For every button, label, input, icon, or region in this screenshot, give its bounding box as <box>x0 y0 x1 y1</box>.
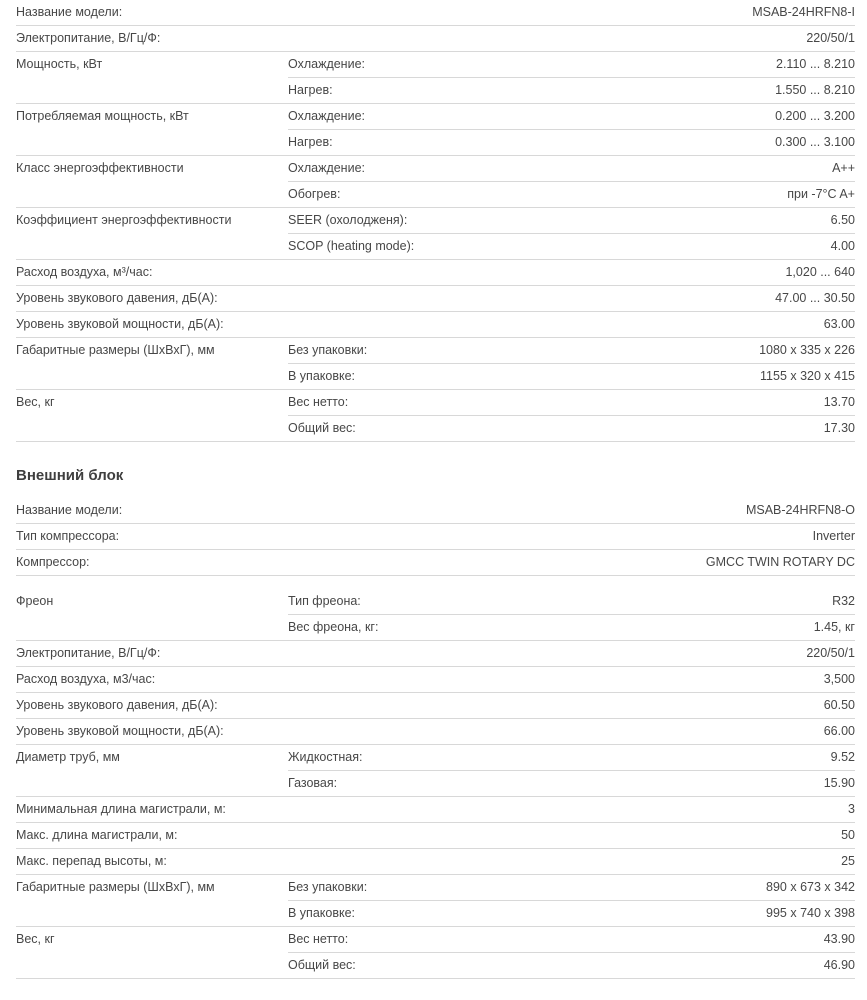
spec-row <box>16 182 855 208</box>
spec-label: Габаритные размеры (ШхВхГ), мм <box>16 880 215 894</box>
spec-row <box>16 953 855 979</box>
spec-label: Фреон <box>16 594 54 608</box>
spec-sublabel: В упаковке: <box>288 364 588 390</box>
spec-value: 17.30 <box>588 416 855 442</box>
spec-value: MSAB-24HRFN8-I <box>588 0 855 26</box>
spec-value: A++ <box>588 156 855 182</box>
spec-value: 0.200 ... 3.200 <box>588 104 855 130</box>
spec-label <box>16 130 288 156</box>
spec-sublabel: Нагрев: <box>288 130 588 156</box>
spec-sublabel <box>288 550 588 576</box>
spec-row <box>16 771 855 797</box>
spec-sublabel <box>288 693 588 719</box>
spec-label: Уровень звуковой мощности, дБ(А): <box>16 312 288 338</box>
spec-sublabel: Вес фреона, кг: <box>288 615 588 641</box>
spec-value: 1.45, кг <box>588 615 855 641</box>
spec-value: 50 <box>588 823 855 849</box>
spec-row <box>16 797 855 823</box>
spec-label: Расход воздуха, м3/час: <box>16 667 288 693</box>
spec-sublabel: Вес нетто: <box>288 927 588 953</box>
spec-row <box>16 338 855 364</box>
spec-row <box>16 576 855 615</box>
spec-label: Уровень звукового давения, дБ(А): <box>16 286 288 312</box>
spec-value: R32 <box>588 576 855 615</box>
spec-label: Мощность, кВт <box>16 57 103 71</box>
spec-sublabel: Жидкостная: <box>288 745 588 771</box>
spec-row <box>16 524 855 550</box>
spec-sublabel: Нагрев: <box>288 78 588 104</box>
spec-value: 47.00 ... 30.50 <box>588 286 855 312</box>
spec-value: 66.00 <box>588 719 855 745</box>
spec-sublabel: Вес нетто: <box>288 390 588 416</box>
spec-sublabel <box>288 312 588 338</box>
spec-sublabel <box>288 797 588 823</box>
spec-sublabel <box>288 667 588 693</box>
spec-value: 1155 x 320 x 415 <box>588 364 855 390</box>
spec-sublabel: Охлаждение: <box>288 52 588 78</box>
spec-row <box>16 364 855 390</box>
spec-row <box>16 901 855 927</box>
spec-sublabel <box>288 260 588 286</box>
spec-value: 46.90 <box>588 953 855 979</box>
spec-value: MSAB-24HRFN8-O <box>588 498 855 524</box>
spec-label <box>16 364 288 390</box>
spec-row <box>16 927 855 953</box>
spec-row <box>16 719 855 745</box>
spec-sublabel <box>288 849 588 875</box>
spec-label: Название модели: <box>16 0 288 26</box>
spec-row <box>16 26 855 52</box>
spec-row <box>16 823 855 849</box>
spec-sublabel <box>288 719 588 745</box>
spec-row <box>16 208 855 234</box>
spec-row <box>16 312 855 338</box>
spec-sublabel: В упаковке: <box>288 901 588 927</box>
spec-value: при -7°C A+ <box>588 182 855 208</box>
spec-value: 43.90 <box>588 927 855 953</box>
spec-label <box>16 234 288 260</box>
spec-value: 13.70 <box>588 390 855 416</box>
spec-sublabel <box>288 26 588 52</box>
spec-value: 6.50 <box>588 208 855 234</box>
spec-value: GMCC TWIN ROTARY DC <box>588 550 855 576</box>
spec-label: Вес, кг <box>16 395 55 409</box>
spec-row <box>16 416 855 442</box>
spec-sublabel: Общий вес: <box>288 416 588 442</box>
spec-sublabel: Охлаждение: <box>288 156 588 182</box>
spec-row <box>16 156 855 182</box>
spec-row <box>16 667 855 693</box>
spec-sublabel: Без упаковки: <box>288 875 588 901</box>
spec-label <box>16 416 288 442</box>
spec-row <box>16 875 855 901</box>
spec-label: Расход воздуха, м³/час: <box>16 260 288 286</box>
spec-row <box>16 260 855 286</box>
spec-value: 1,020 ... 640 <box>588 260 855 286</box>
spec-row <box>16 550 855 576</box>
spec-label: Электропитание, В/Гц/Ф: <box>16 641 288 667</box>
spec-label: Название модели: <box>16 498 288 524</box>
spec-sublabel: Без упаковки: <box>288 338 588 364</box>
spec-row <box>16 615 855 641</box>
spec-sublabel <box>288 498 588 524</box>
spec-value: 0.300 ... 3.100 <box>588 130 855 156</box>
spec-label: Минимальная длина магистрали, м: <box>16 797 288 823</box>
spec-label: Тип компрессора: <box>16 524 288 550</box>
spec-value: 1080 x 335 x 226 <box>588 338 855 364</box>
section-title: Внешний блок <box>16 467 124 484</box>
spec-label: Вес, кг <box>16 932 55 946</box>
spec-label: Коэффициент энергоэффективности <box>16 213 232 227</box>
spec-value: 890 x 673 x 342 <box>588 875 855 901</box>
spec-label <box>16 771 288 797</box>
spec-row <box>16 641 855 667</box>
spec-sublabel <box>288 0 588 26</box>
spec-label: Габаритные размеры (ШхВхГ), мм <box>16 343 215 357</box>
spec-sublabel: Тип фреона: <box>288 576 588 615</box>
spec-label <box>16 615 288 641</box>
spec-label: Компрессор: <box>16 550 288 576</box>
spec-sublabel <box>288 524 588 550</box>
spec-row <box>16 130 855 156</box>
spec-value: 220/50/1 <box>588 26 855 52</box>
spec-sublabel: Общий вес: <box>288 953 588 979</box>
spec-value: 2.110 ... 8.210 <box>588 52 855 78</box>
spec-row <box>16 498 855 524</box>
spec-sublabel: SEER (охолодженя): <box>288 208 588 234</box>
spec-row <box>16 390 855 416</box>
spec-row <box>16 849 855 875</box>
spec-sublabel: Газовая: <box>288 771 588 797</box>
spec-label <box>16 78 288 104</box>
spec-row <box>16 234 855 260</box>
spec-label: Макс. перепад высоты, м: <box>16 849 288 875</box>
spec-label: Диаметр труб, мм <box>16 750 120 764</box>
spec-sublabel: Обогрев: <box>288 182 588 208</box>
spec-value: 4.00 <box>588 234 855 260</box>
spec-label: Электропитание, В/Гц/Ф: <box>16 26 288 52</box>
spec-label: Класс энергоэффективности <box>16 161 184 175</box>
spec-label: Уровень звукового давения, дБ(А): <box>16 693 288 719</box>
spec-row <box>16 693 855 719</box>
spec-row <box>16 104 855 130</box>
spec-value: 1.550 ... 8.210 <box>588 78 855 104</box>
spec-value: 995 x 740 x 398 <box>588 901 855 927</box>
spec-sublabel <box>288 823 588 849</box>
spec-row <box>16 286 855 312</box>
outdoor-unit-table <box>16 498 855 979</box>
spec-value: 60.50 <box>588 693 855 719</box>
spec-value: 25 <box>588 849 855 875</box>
spec-value: 63.00 <box>588 312 855 338</box>
indoor-unit-table <box>16 0 855 442</box>
spec-value: 220/50/1 <box>588 641 855 667</box>
spec-sublabel: Охлаждение: <box>288 104 588 130</box>
spec-value: 9.52 <box>588 745 855 771</box>
spec-label: Макс. длина магистрали, м: <box>16 823 288 849</box>
spec-value: Inverter <box>588 524 855 550</box>
spec-sublabel <box>288 641 588 667</box>
spec-value: 15.90 <box>588 771 855 797</box>
spec-label <box>16 901 288 927</box>
spec-value: 3,500 <box>588 667 855 693</box>
spec-sublabel <box>288 286 588 312</box>
spec-label: Уровень звуковой мощности, дБ(А): <box>16 719 288 745</box>
spec-value: 3 <box>588 797 855 823</box>
spec-sublabel: SCOP (heating mode): <box>288 234 588 260</box>
spec-row <box>16 0 855 26</box>
spec-row <box>16 78 855 104</box>
spec-label: Потребляемая мощность, кВт <box>16 109 189 123</box>
spec-label <box>16 182 288 208</box>
spec-row <box>16 745 855 771</box>
spec-row <box>16 52 855 78</box>
spec-label <box>16 953 288 979</box>
